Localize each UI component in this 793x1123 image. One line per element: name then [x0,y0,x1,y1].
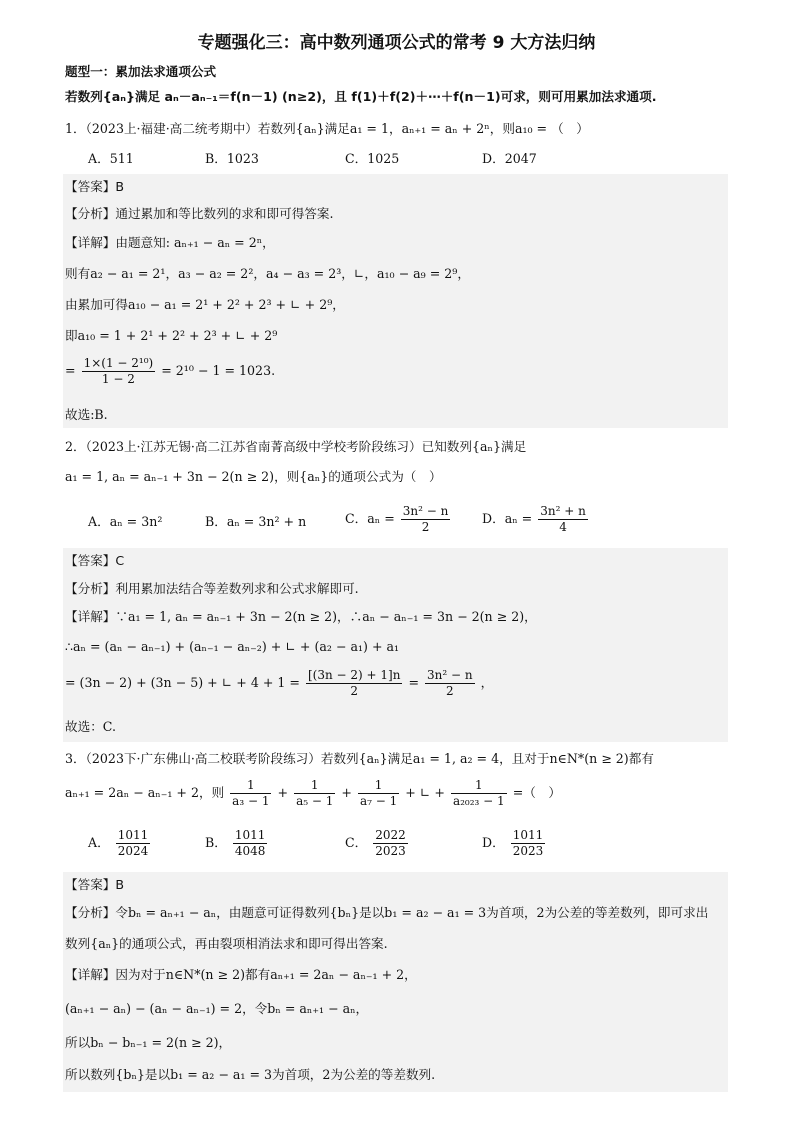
q1-conclusion: 故选:B. [65,407,108,422]
q1-answer: 【答案】B [65,179,125,194]
q3-detail-line-1: 【详解】因为对于n∈N*(n ≥ 2)都有aₙ₊₁ = 2aₙ − aₙ₋₁ + 2， [65,967,417,982]
q3-option-d: D． $\frac{1011}{2023}$ [482,828,544,858]
page-title: 专题强化三：高中数列通项公式的常考 9 大方法归纳 [197,33,596,53]
q2-detail-line-3: = (3n − 2) + (3n − 5) + ∟ + 4 + 1 = $\frac{[(3n - 2) + 1]n}{2}$ = $\frac{\text{3n² − n}}{2}$ ， [65,668,494,698]
q2-option-b: B．aₙ = 3n² + n [205,514,307,529]
q1-option-a: A．511 [88,151,134,166]
q1-detail-line-1: 【详解】由题意知: aₙ₊₁ − aₙ = 2ⁿ， [65,235,275,250]
q1-fraction: $\frac{\text{1×(1 − 2¹⁰)}}{1 - 2}$ [83,356,154,386]
q1-detail-line-2: 则有a₂ − a₁ = 2¹，a₃ − a₂ = 2²，a₄ − a₃ = 2³，∟，a₁₀ − a₉ = 2⁹， [65,266,470,281]
q1-detail-line-3: 由累加可得a₁₀ − a₁ = 2¹ + 2² + 2³ + ∟ + 2⁹， [65,297,345,312]
q2-option-c: C．aₙ = $\frac{\text{3n² − n}}{2}$ [345,504,449,534]
question-3-stem-line-2: aₙ₊₁ = 2aₙ − aₙ₋₁ + 2，则 $\frac{1}{\text{a₃ − 1}}$ + $\frac{1}{\text{a₅ − 1}}$ + $\frac{1}{\text{a₇ − 1}}$ + ∟ + $\frac{1}{\text{a₂₀₂₃ − 1}}$ =（ ） [65,778,562,808]
q2-conclusion: 故选：C. [65,719,116,734]
q2-detail-line-2: ∴aₙ = (aₙ − aₙ₋₁) + (aₙ₋₁ − aₙ₋₂) + ∟ + (a₂ − a₁) + a₁ [65,639,400,654]
q3-detail-line-2: (aₙ₊₁ − aₙ) − (aₙ − aₙ₋₁) = 2，令bₙ = aₙ₊₁ − aₙ， [65,1001,369,1016]
q3-answer: 【答案】B [65,877,125,892]
question-2-stem-line-2: a₁ = 1, aₙ = aₙ₋₁ + 3n − 2(n ≥ 2)，则{aₙ}的通项公式为（ ） [65,469,442,484]
q3-analysis-line-1: 【分析】令bₙ = aₙ₊₁ − aₙ，由题意可证得数列{bₙ}是以b₁ = a₂ − a₁ = 3为首项，2为公差的等差数列，即可求出 [65,905,709,920]
q2-answer: 【答案】C [65,553,125,568]
q1-analysis: 【分析】通过累加和等比数列的求和即可得答案. [65,206,334,221]
q1-detail-line-4: 即a₁₀ = 1 + 2¹ + 2² + 2³ + ∟ + 2⁹ [65,328,278,343]
question-2-stem: 2．（2023上·江苏无锡·高二江苏省南菁高级中学校考阶段练习）已知数列{aₙ}满足 [65,439,527,454]
q3-option-b: B． $\frac{1011}{4048}$ [205,828,266,858]
method-rule: 若数列{aₙ}满足 aₙ－aₙ₋₁＝f(n－1) (n≥2)，且 f(1)＋f(2)＋⋯＋f(n－1)可求，则可用累加法求通项. [65,89,657,104]
section-heading: 题型一：累加法求通项公式 [65,64,217,79]
q3-option-a: A． $\frac{1011}{2024}$ [88,828,149,858]
q3-detail-line-3: 所以bₙ − bₙ₋₁ = 2(n ≥ 2)， [65,1035,232,1050]
q3-option-c: C． $\frac{2022}{2023}$ [345,828,406,858]
q2-option-a: A．aₙ = 3n² [88,514,163,529]
q3-detail-line-4: 所以数列{bₙ}是以b₁ = a₂ − a₁ = 3为首项，2为公差的等差数列. [65,1067,436,1082]
q2-detail-line-1: 【详解】∵a₁ = 1, aₙ = aₙ₋₁ + 3n − 2(n ≥ 2)，∴aₙ − aₙ₋₁ = 3n − 2(n ≥ 2)， [65,609,537,624]
q2-option-d: D．aₙ = $\frac{\text{3n² + n}}{4}$ [482,504,586,534]
q1-option-c: C．1025 [345,151,400,166]
q3-analysis-line-2: 数列{aₙ}的通项公式，再由裂项相消法求和即可得出答案. [65,936,388,951]
question-3-stem: 3．（2023下·广东佛山·高二校联考阶段练习）若数列{aₙ}满足a₁ = 1, a₂ = 4，且对于n∈N*(n ≥ 2)都有 [65,751,654,766]
q1-option-d: D．2047 [482,151,537,166]
q1-option-b: B．1023 [205,151,259,166]
question-1-stem: 1．（2023上·福建·高二统考期中）若数列{aₙ}满足a₁ = 1，aₙ₊₁ = aₙ + 2ⁿ，则a₁₀ = （ ） [65,121,589,136]
q1-fraction-line: = $\frac{\text{1×(1 − 2¹⁰)}}{1 - 2}$ = 2¹⁰ − 1 = 1023. [65,356,276,386]
q2-analysis: 【分析】利用累加法结合等差数列求和公式求解即可. [65,581,359,596]
